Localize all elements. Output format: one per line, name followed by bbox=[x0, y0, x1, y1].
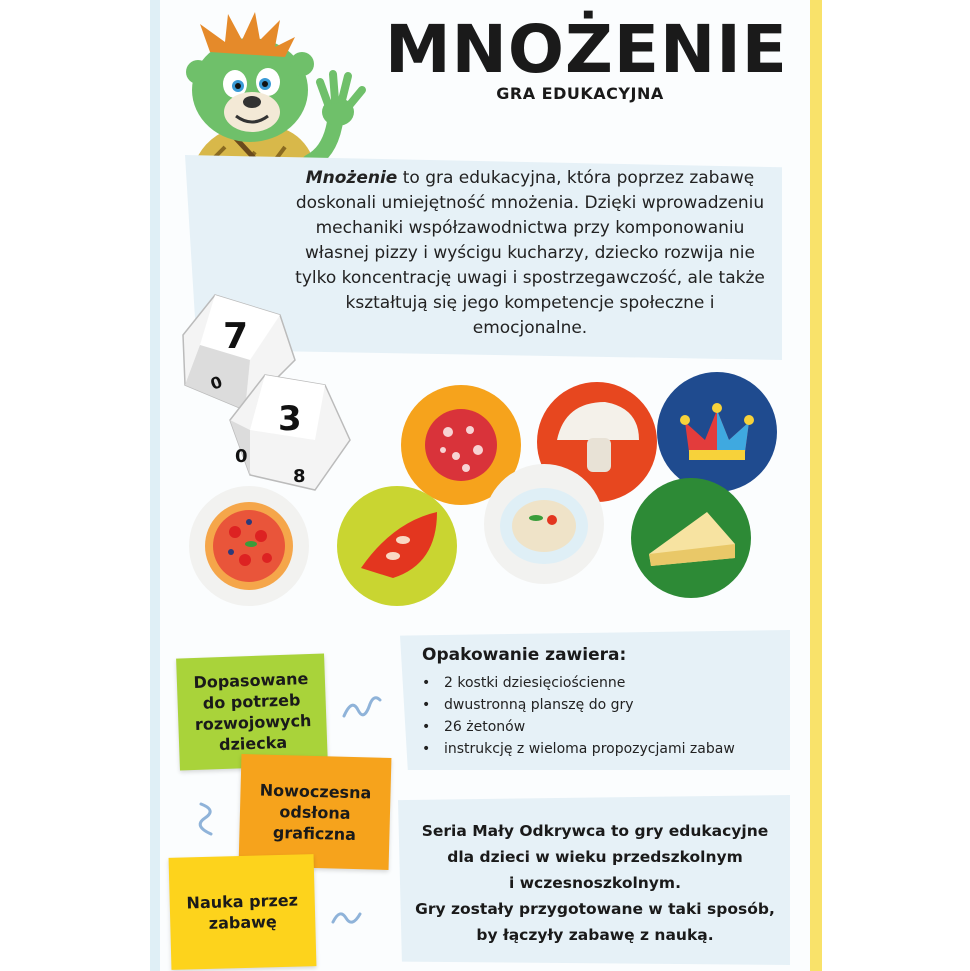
cheese-token bbox=[627, 474, 755, 602]
intro-description bbox=[295, 166, 765, 341]
page-subtitle: GRA EDUKACYJNA bbox=[496, 84, 664, 103]
series-line: Seria Mały Odkrywca to gry edukacyjne bbox=[421, 822, 769, 840]
right-stripe bbox=[810, 0, 822, 971]
package-contents-list bbox=[422, 672, 735, 760]
list-item: • 26 żetonów bbox=[422, 716, 735, 738]
package-contents-title: Opakowanie zawiera: bbox=[422, 645, 627, 665]
series-line: i wczesnoszkolnym. bbox=[509, 874, 681, 892]
list-item: • dwustronną planszę do gry bbox=[422, 694, 735, 716]
intro-lead-word: Mnożenie bbox=[305, 168, 398, 188]
tomato-token bbox=[333, 482, 461, 610]
die-bottom-number: 3 bbox=[278, 399, 302, 439]
die-top-number: 7 bbox=[223, 316, 249, 357]
series-line: by łączyły zabawę z nauką. bbox=[476, 926, 714, 944]
feature-card-development bbox=[176, 653, 328, 770]
die-top-side-number: 0 bbox=[207, 372, 225, 394]
squiggle-decoration bbox=[340, 690, 385, 722]
feature-card-learning bbox=[169, 854, 317, 970]
series-info-text bbox=[405, 818, 785, 948]
squiggle-decoration bbox=[330, 906, 364, 930]
list-item: • instrukcję z wieloma propozycjami zabaw bbox=[422, 738, 735, 760]
feature-card-graphics-text: Nowoczesna odsłona graficzna bbox=[259, 780, 372, 844]
series-line: dla dzieci w wieku przedszkolnym bbox=[447, 848, 743, 866]
feature-card-development-text: Dopasowane do potrzeb rozwojowych dziecka bbox=[193, 669, 312, 755]
left-stripe bbox=[150, 0, 160, 971]
list-item: • 2 kostki dziesięciościenne bbox=[422, 672, 735, 694]
pizza-token bbox=[185, 482, 313, 610]
page-title: MNOŻENIE bbox=[385, 11, 788, 88]
intro-body: to gra edukacyjna, która poprzez zabawę doskonali umiejętność mnożenia. Dzięki wprowadzeniu mechaniki współzawodnictwa przy komponowaniu własnej pizzy i wyścigu kucharzy, dziecko rozwija nie tylko koncentrację uwagi i spostrzegawczość, ale także kształtują się jego kompetencje społeczne i emocjonalne. bbox=[295, 168, 765, 338]
series-line: Gry zostały przygotowane w taki sposób, bbox=[415, 900, 775, 918]
die-bottom-side-left: 0 bbox=[235, 446, 248, 467]
die-bottom-side-bottom: 8 bbox=[293, 466, 306, 487]
feature-card-graphics bbox=[239, 754, 392, 870]
squiggle-decoration bbox=[195, 800, 225, 840]
pasta-token bbox=[480, 460, 608, 588]
feature-card-learning-text: Nauka przez zabawę bbox=[186, 890, 299, 933]
dice-illustration bbox=[175, 290, 360, 495]
